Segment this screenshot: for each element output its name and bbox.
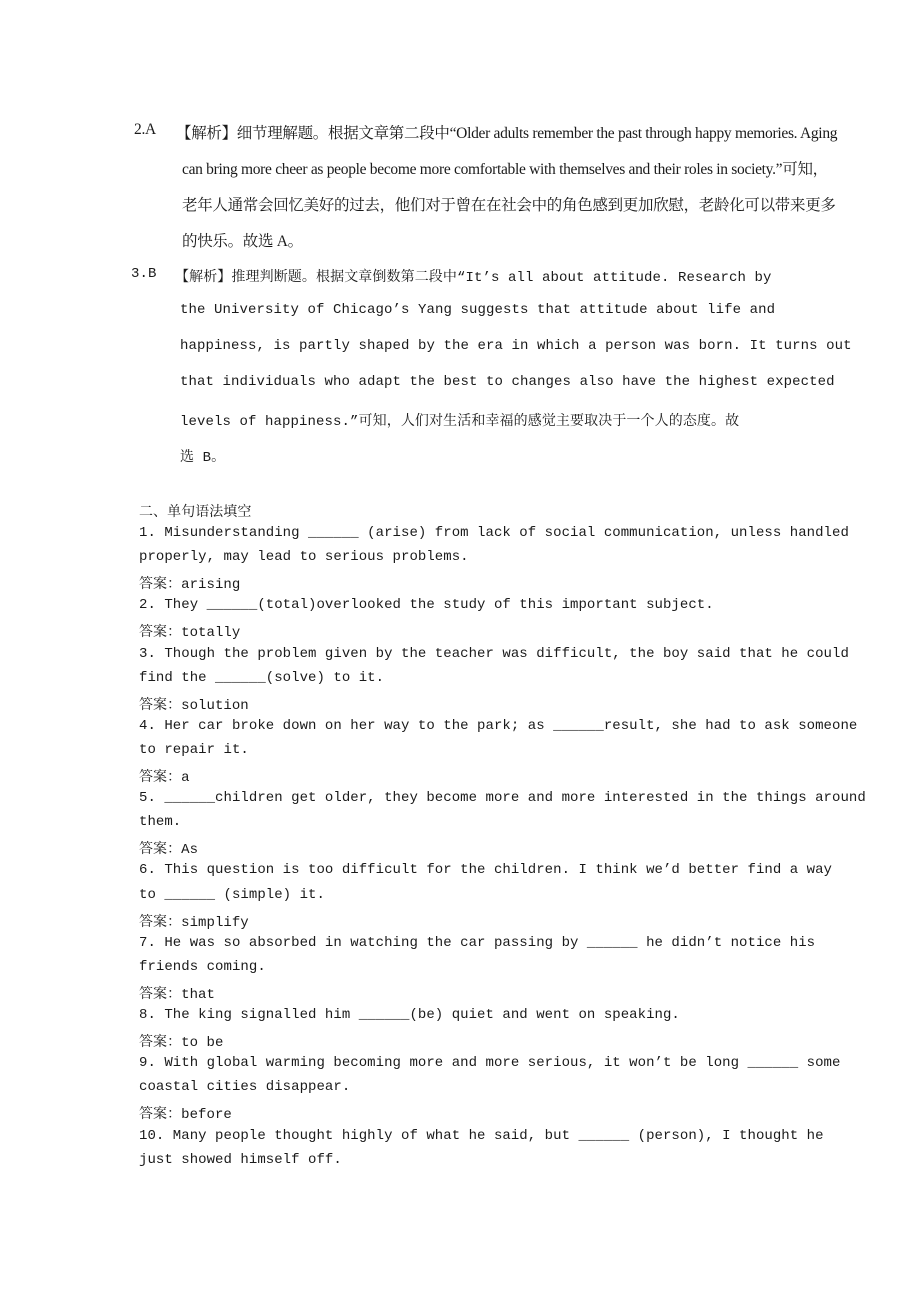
exercise-line: 3. Though the problem given by the teacher was difficult, the boy said that he could [139, 645, 849, 662]
exercise-line: just showed himself off. [139, 1151, 342, 1168]
exercise-line: 答案：before [139, 1107, 232, 1124]
exercise-line: 8. The king signalled him ______(be) quiet and went on speaking. [139, 1007, 680, 1023]
exercise-line: coastal cities disappear. [139, 1079, 351, 1096]
exercise-line: properly, may lead to serious problems. [139, 549, 469, 566]
exercise-line: 5. ______children get older, they become more and more interested in the things around [139, 790, 866, 807]
exercise-line: them. [139, 814, 182, 831]
exercise-line: 答案：totally [139, 625, 241, 642]
exercise-line: 答案：a [139, 770, 190, 786]
exercise-line: 答案：arising [139, 577, 241, 594]
item-2-number: 2.A [134, 121, 156, 138]
exercise-line: 答案：to be [139, 1035, 224, 1052]
item-3-line: that individuals who adapt the best to changes also have the highest expected [180, 374, 835, 390]
item-2-line: 老年人通常会回忆美好的过去，他们对于曾在在社会中的角色感到更加欣慰，老龄化可以带来更多 [182, 197, 836, 214]
item-2-line: 【解析】细节理解题。根据文章第二段中“Older adults remember the past through happy memories. Aging [176, 125, 838, 142]
section-heading: 二、单句语法填空 [139, 505, 252, 521]
item-2-line: can bring more cheer as people become more comfortable with themselves and their roles in society.”可知， [182, 161, 828, 178]
item-3-number: 3.B [131, 266, 157, 282]
item-3-line: happiness, is partly shaped by the era in which a person was born. It turns out [180, 338, 852, 354]
exercise-line: 答案：solution [139, 697, 249, 714]
exercise-line: to repair it. [139, 741, 249, 758]
item-2-line: 的快乐。故选 A。 [182, 233, 303, 250]
exercise-line: 7. He was so absorbed in watching the car passing by ______ he didn’t notice his [139, 934, 816, 951]
exercise-line: friends coming. [139, 958, 266, 975]
exercise-line: to ______ (simple) it. [139, 886, 325, 903]
exercise-line: 10. Many people thought highly of what he said, but ______ (person), I thought he [139, 1127, 824, 1144]
item-3-line: 【解析】推理判断题。根据文章倒数第二段中“It’s all about attitude. Research by [175, 270, 772, 286]
exercise-line: 1. Misunderstanding ______ (arise) from lack of social communication, unless handled [139, 525, 849, 541]
exercise-line: 答案：that [139, 986, 215, 1003]
exercise-line: 2. They ______(total)overlooked the study of this important subject. [139, 597, 714, 614]
exercise-line: 答案：simplify [139, 914, 249, 931]
item-3-line: levels of happiness.”可知，人们对生活和幸福的感觉主要取决于一个人的态度。故 [180, 414, 740, 430]
item-3-line: the University of Chicago’s Yang suggests that attitude about life and [180, 302, 776, 318]
exercise-line: 4. Her car broke down on her way to the park; as ______result, she had to ask someone [139, 717, 858, 734]
exercise-line: 6. This question is too difficult for the children. I think we’d better find a way [139, 862, 833, 879]
item-3-line: 选 B。 [180, 450, 226, 466]
exercise-line: 9. With global warming becoming more and more serious, it won’t be long ______ some [139, 1055, 841, 1072]
exercise-line: find the ______(solve) to it. [139, 669, 385, 686]
exercise-line: 答案：As [139, 842, 199, 859]
